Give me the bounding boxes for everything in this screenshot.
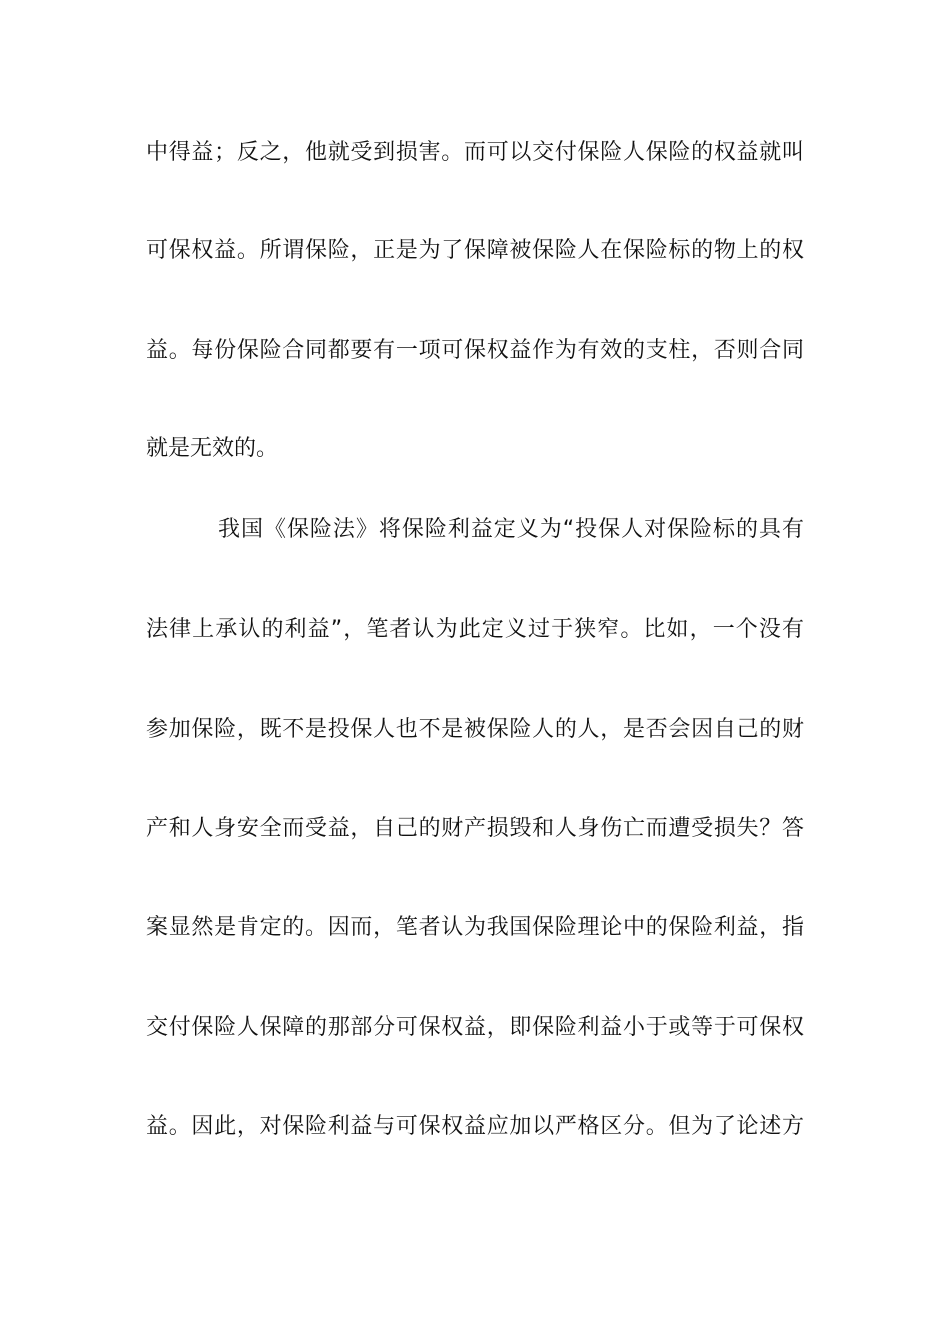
text-line: 可保权益。所谓保险，正是为了保障被保险人在保险标的物上的权 [146, 238, 804, 263]
text-line: 我国《保险法》将保险利益定义为“投保人对保险标的具有 [218, 517, 804, 542]
text-line: 中得益；反之，他就受到损害。而可以交付保险人保险的权益就叫 [146, 140, 804, 165]
text-line: 益。每份保险合同都要有一项可保权益作为有效的支柱，否则合同 [146, 338, 804, 363]
text-line: 益。因此，对保险利益与可保权益应加以严格区分。但为了论述方 [146, 1114, 804, 1139]
text-line: 就是无效的。 [146, 436, 279, 461]
text-line: 案显然是肯定的。因而，笔者认为我国保险理论中的保险利益，指 [146, 915, 804, 940]
text-line: 交付保险人保障的那部分可保权益，即保险利益小于或等于可保权 [146, 1015, 804, 1040]
text-line: 参加保险，既不是投保人也不是被保险人的人，是否会因自己的财 [146, 717, 804, 742]
text-line: 产和人身安全而受益，自己的财产损毁和人身伤亡而遭受损失？答 [146, 816, 804, 841]
text-line: 法律上承认的利益”，笔者认为此定义过于狭窄。比如，一个没有 [146, 617, 804, 642]
